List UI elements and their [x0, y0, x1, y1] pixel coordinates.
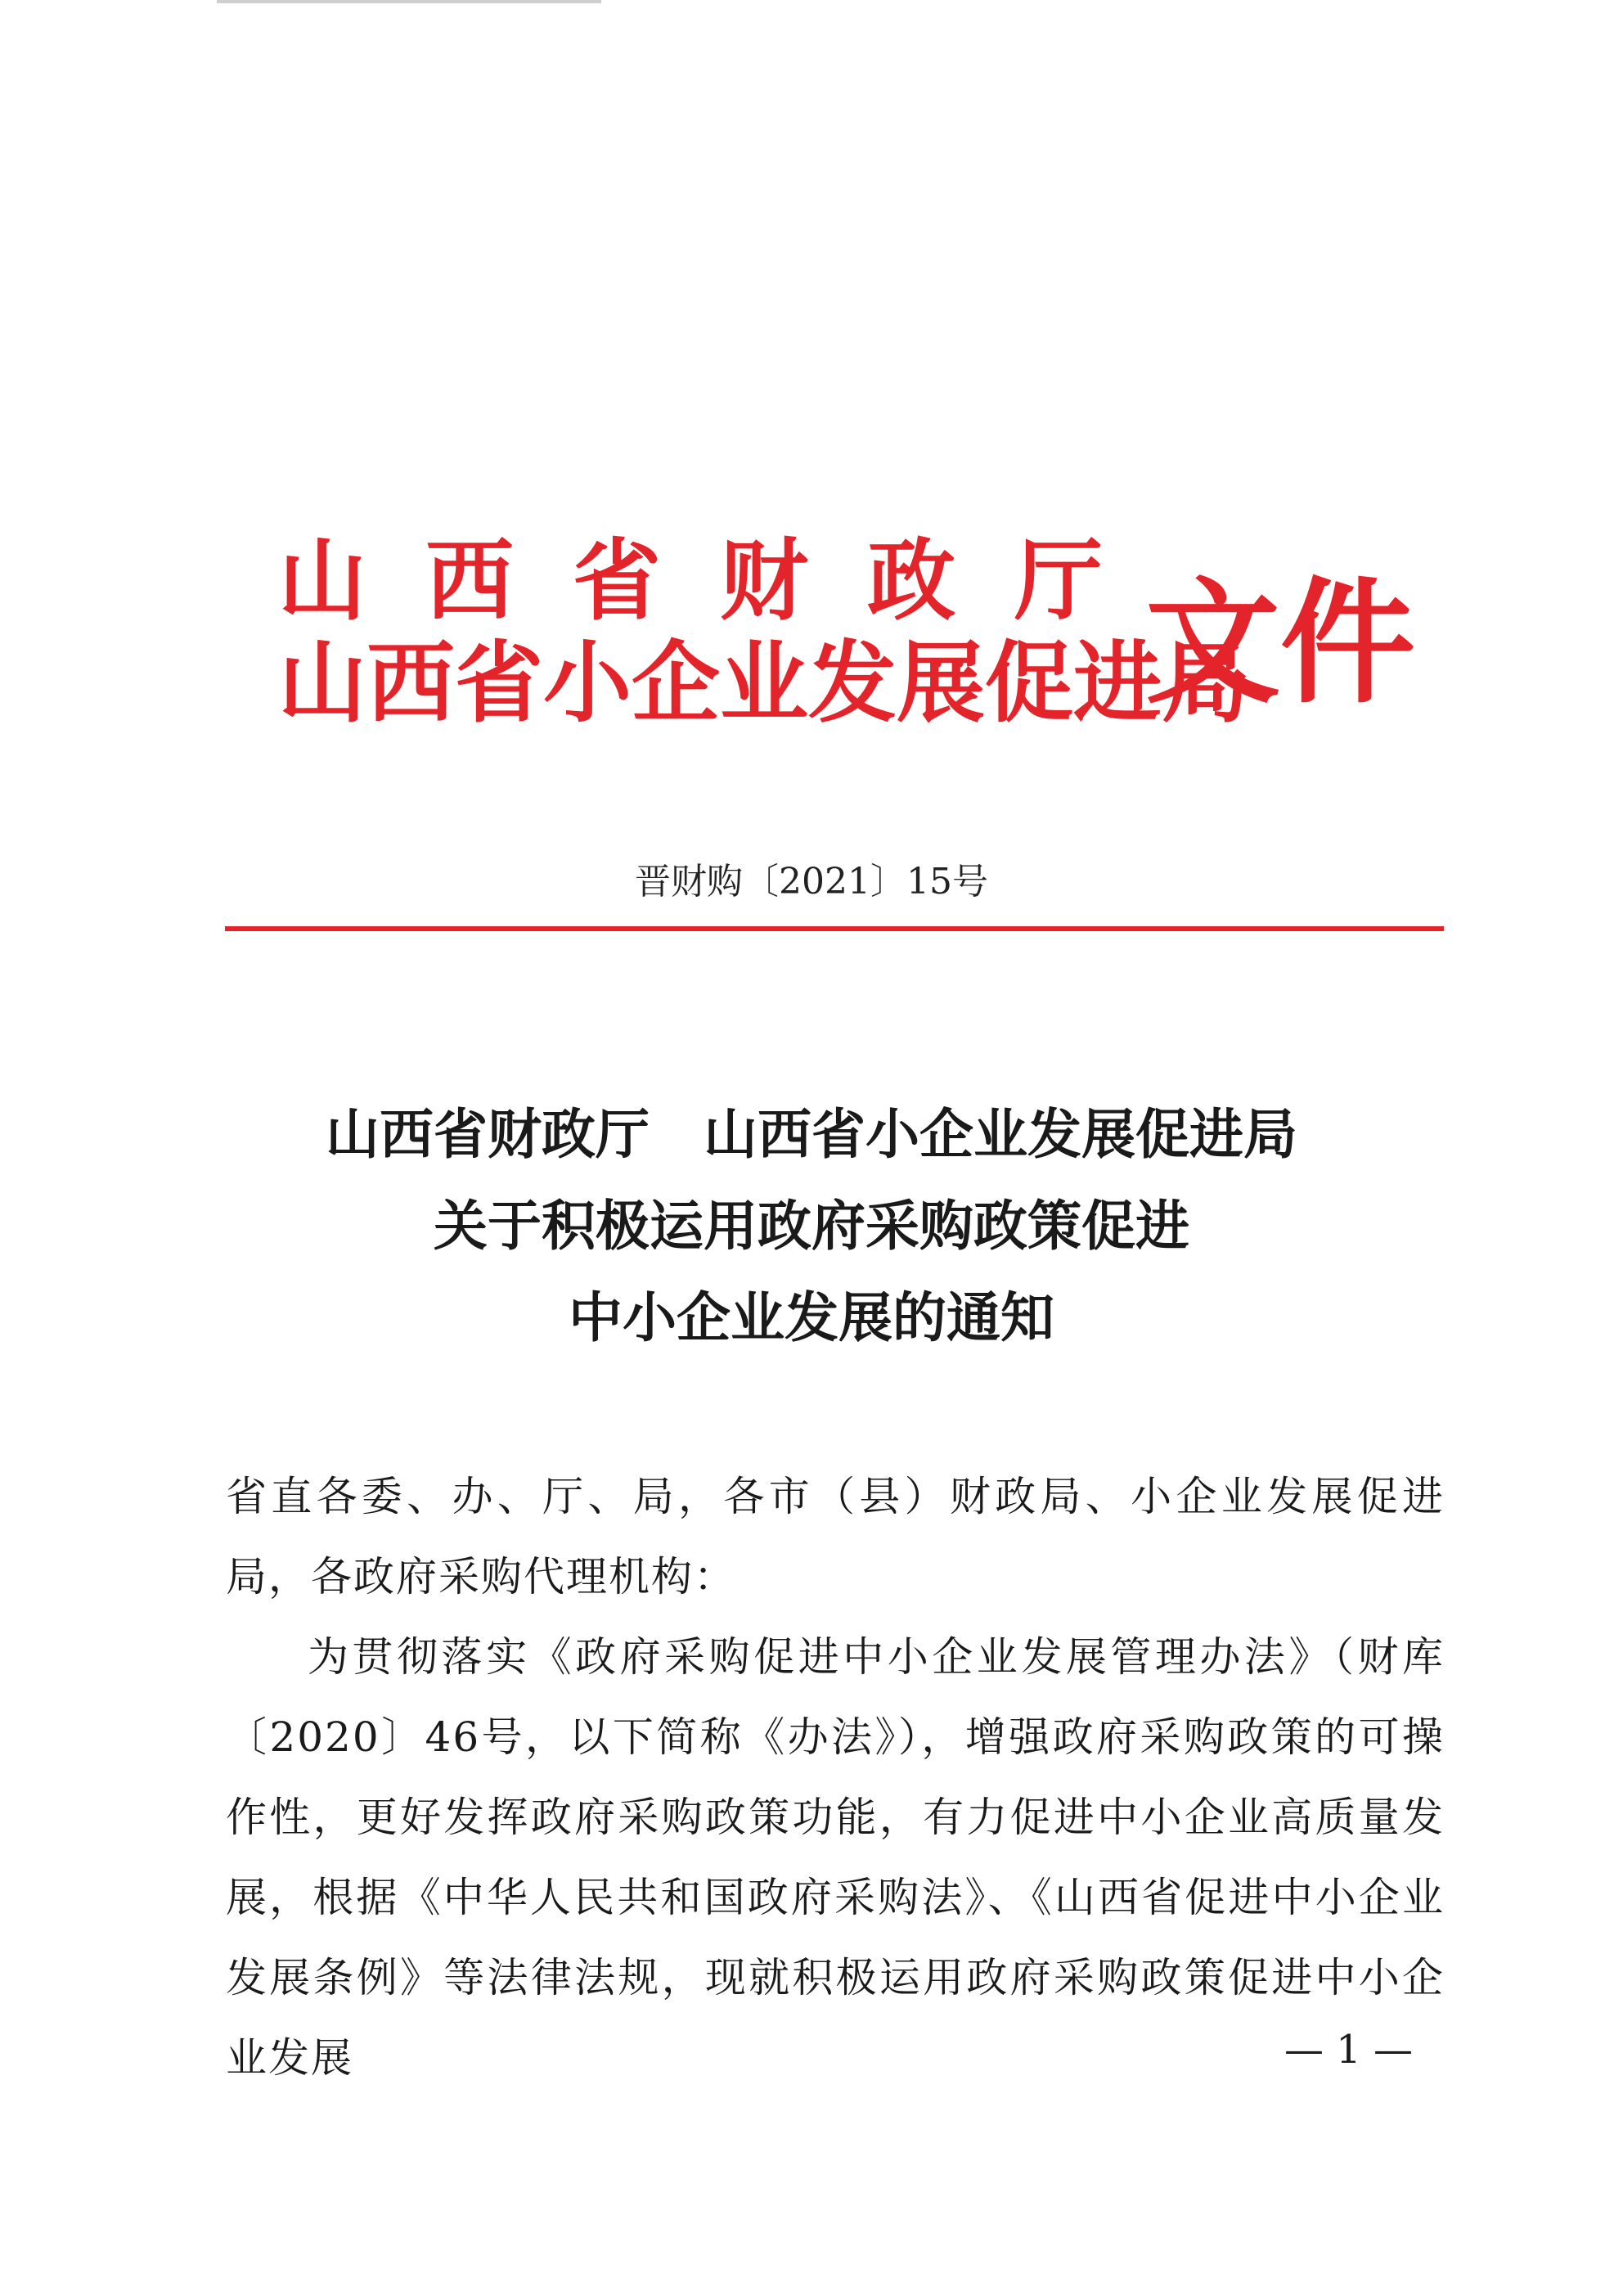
- body-paragraph-1: 为贯彻落实《政府采购促进中小企业发展管理办法》（财库〔2020〕46号，以下简称《办法》），增强政府采购政策的可操作性，更好发挥政府采购政策功能，有力促进中小企业高质量发展，根据《中华人民共和国政府采购法》、《山西省促进中小企业发展条例》等法律法规，现就积极运用政府采购政策促进中小企业发展: [226, 1633, 1445, 2082]
- masthead-agency-line-2: 山西省小企业发展促进局: [278, 632, 1251, 735]
- document-title: [0, 1088, 1623, 1363]
- addressee-paragraph: 省直各委、办、厅、局，各市（县）财政局、小企业发展促进局，各政府采购代理机构：: [226, 1473, 1445, 1600]
- red-masthead: [278, 524, 1415, 736]
- title-line-3: 中小企业发展的通知: [569, 1285, 1054, 1349]
- title-line-1: 山西省财政厅 山西省小企业发展促进局: [326, 1102, 1297, 1166]
- masthead-doc-type: 文件: [1145, 563, 1415, 722]
- title-line-2: 关于积极运用政府采购政策促进: [434, 1194, 1189, 1258]
- document-body: [226, 1456, 1445, 2098]
- red-divider-line: [225, 926, 1444, 931]
- masthead-agency-line-1: 山西省财政厅: [278, 529, 1162, 633]
- scan-edge-mark: [217, 0, 601, 3]
- document-number: 晋财购〔2021〕15号: [635, 861, 988, 903]
- page-number: — 1 —: [1284, 2027, 1414, 2073]
